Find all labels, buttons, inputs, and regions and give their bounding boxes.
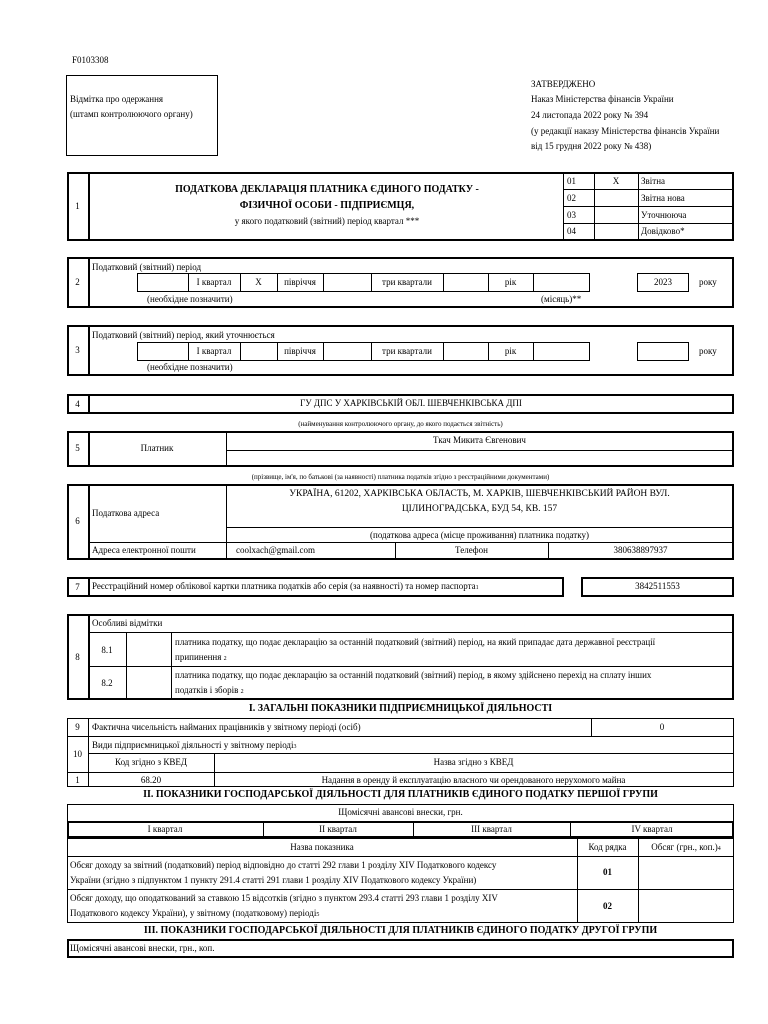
- mark-8-2-sup: 2: [240, 689, 244, 695]
- period-year-label: рік: [504, 277, 517, 287]
- row-01-text1: Обсяг доходу за звітний (податковий) період відповідно до статті 292 глави 1 розділу XIV Податкового кодексу: [70, 860, 497, 870]
- quarter-1: І квартал: [147, 824, 183, 834]
- correction-year-box[interactable]: [637, 342, 689, 361]
- approved-line1: Наказ Міністерства фінансів України: [531, 94, 674, 104]
- approved-line4: від 15 грудня 2022 року № 438): [531, 141, 652, 151]
- period-three-label: три квартали: [382, 277, 432, 287]
- row-9-label: Фактична чисельність найманих працівників у звітному періоді (осіб): [92, 722, 361, 732]
- declaration-subtitle: у якого податковий (звітний) період квартал ***: [234, 216, 420, 226]
- section-4-num: 4: [75, 399, 80, 409]
- address-line1: УКРАЇНА, 61202, ХАРКІВСЬКА ОБЛАСТЬ, М. ХАРКІВ, ШЕВЧЕНКІВСЬКИЙ РАЙОН ВУЛ.: [289, 489, 670, 499]
- mark-8-2-text2-text: податків і зборів: [175, 685, 239, 695]
- email-value: coolxach@gmail.com: [236, 545, 316, 555]
- correction-year-label: рік: [504, 346, 517, 356]
- row-01-text2: України (згідно з підпунктом 1 пункту 291.4 статті 291 глави 1 розділу XIV Податкового кодексу України): [70, 875, 477, 885]
- stamp-line2: (штамп контролюючого органу): [70, 109, 193, 119]
- passport-label: [92, 581, 479, 594]
- section-3-title: Податковий (звітний) період, який уточнюється: [92, 330, 275, 340]
- passport-label-text: Реєстраційний номер облікової картки платника податків або серія (за наявності) та номер паспорта: [92, 581, 476, 591]
- type-label-03: Уточнююча: [641, 210, 687, 220]
- payer-caption: (прізвище, ім'я, по батькові (за наявності) платника податків згідно з реєстраційними документами): [251, 473, 550, 481]
- kved-code-header: Код згідно з КВЕД: [115, 757, 187, 767]
- type-code-03: 03: [567, 210, 576, 220]
- correction-half-label: півріччя: [284, 346, 316, 356]
- type-mark-01[interactable]: X: [612, 176, 620, 186]
- period-half-label: півріччя: [284, 277, 316, 287]
- address-caption: (податкова адреса (місце проживання) платника податку): [370, 530, 589, 540]
- passport-value: 3842511553: [635, 581, 680, 591]
- part3-title: ІІІ. ПОКАЗНИКИ ГОСПОДАРСЬКОЇ ДІЯЛЬНОСТІ ДЛЯ ПЛАТНИКІВ ЄДИНОГО ПОДАТКУ ДРУГОЇ ГРУПИ: [143, 925, 658, 936]
- head-indicator-name: Назва показника: [290, 842, 354, 852]
- form-code: F0103308: [72, 55, 109, 65]
- quarter-2: ІІ квартал: [319, 824, 357, 834]
- address-line2: ЦІЛИНОГРАДСЬКА, БУД 54, КВ. 157: [401, 504, 558, 514]
- type-label-02: Звітна нова: [641, 193, 685, 203]
- head-volume-text: Обсяг (грн., коп.): [651, 842, 718, 852]
- authority-caption: (найменування контролюючого органу, до якого подається звітність): [298, 420, 503, 428]
- period-note: (необхідне позначити): [147, 294, 233, 304]
- approved-line2: 24 листопада 2022 року № 394: [531, 110, 649, 120]
- kved-row-num: 1: [75, 775, 80, 785]
- type-label-01: Звітна: [641, 176, 666, 186]
- row-10-label: [92, 740, 297, 753]
- row-01-code: 01: [603, 867, 612, 877]
- special-marks-title: Особливі відмітки: [92, 618, 163, 628]
- period-q1-mark[interactable]: X: [255, 277, 262, 287]
- correction-note: (необхідне позначити): [147, 362, 233, 372]
- mark-8-1-text1: платника податку, що подає декларацію за останній податковий (звітний) період, на який припадає дата державної реєстрації: [175, 637, 656, 647]
- part1-title: І. ЗАГАЛЬНІ ПОКАЗНИКИ ПІДПРИЄМНИЦЬКОЇ ДІЯЛЬНОСТІ: [248, 703, 553, 714]
- section-6-num: 6: [75, 516, 80, 526]
- section-5-num: 5: [75, 443, 80, 453]
- phone-value: 380638897937: [613, 545, 668, 555]
- kved-name: Надання в оренду й експлуатацію власного чи орендованого нерухомого майна: [321, 775, 626, 785]
- period-year-word: року: [699, 277, 717, 287]
- kved-code: 68.20: [140, 775, 162, 785]
- type-label-04: Довідково*: [641, 226, 685, 236]
- mark-8-2-num: 8.2: [101, 678, 113, 688]
- period-year-value: 2023: [654, 277, 672, 287]
- mark-8-1-sup: 2: [223, 656, 227, 662]
- mark-8-1-num: 8.1: [101, 645, 113, 655]
- head-volume-sup: 4: [717, 846, 721, 852]
- type-code-02: 02: [567, 193, 576, 203]
- quarter-3: ІІІ квартал: [471, 824, 512, 834]
- row-10-sup: 3: [293, 744, 297, 750]
- address-label: Податкова адреса: [92, 508, 160, 518]
- declaration-title-line2: ФІЗИЧНОЇ ОСОБИ - ПІДПРИЄМЦЯ,: [239, 200, 415, 211]
- row-9-value: 0: [659, 722, 665, 732]
- section-2-title: Податковий (звітний) період: [92, 262, 202, 272]
- payer-label: Платник: [140, 443, 174, 453]
- authority-name: ГУ ДПС У ХАРКІВСЬКІЙ ОБЛ. ШЕВЧЕНКІВСЬКА ДПІ: [300, 398, 522, 408]
- section-8-num: 8: [75, 652, 80, 662]
- kved-name-header: Назва згідно з КВЕД: [433, 757, 514, 767]
- mark-8-2-text1: платника податку, що подає декларацію за останній податковий (звітний) період, в якому здійснено перехід на сплату інших: [175, 670, 652, 680]
- row-02-text2-text: Податкового кодексу України), у звітному (податковому) періоді: [70, 908, 317, 918]
- part2-advance: Щомісячні авансові внески, грн.: [338, 807, 463, 817]
- approved-title: ЗАТВЕРДЖЕНО: [531, 79, 596, 89]
- head-row-code: Код рядка: [588, 842, 627, 852]
- approved-line3: (у редакції наказу Міністерства фінансів України: [531, 126, 720, 136]
- correction-year-word: року: [699, 346, 717, 356]
- phone-label: Телефон: [455, 545, 488, 555]
- part2-title: ІІ. ПОКАЗНИКИ ГОСПОДАРСЬКОЇ ДІЯЛЬНОСТІ ДЛЯ ПЛАТНИКІВ ЄДИНОГО ПОДАТКУ ПЕРШОЇ ГРУПИ: [143, 789, 658, 800]
- section-2-num: 2: [75, 277, 80, 287]
- period-q1-label: І квартал: [196, 277, 232, 287]
- row-10-num: 10: [73, 749, 82, 759]
- section-7-num: 7: [75, 582, 80, 592]
- row-02-code: 02: [603, 901, 612, 911]
- correction-three-label: три квартали: [382, 346, 432, 356]
- row-02-text1: Обсяг доходу, що оподаткований за ставкою 15 відсотків (згідно з пунктом 293.4 статті 293 глави 1 розділу XIV: [70, 893, 498, 903]
- section-1-num: 1: [75, 201, 80, 211]
- passport-label-sup: 1: [475, 585, 479, 591]
- section-3-num: 3: [75, 345, 80, 355]
- head-volume: [638, 842, 734, 855]
- row-02-text2: [70, 908, 319, 921]
- mark-8-1-text2-text: припинення: [175, 652, 222, 662]
- period-month: (місяць)**: [541, 294, 582, 304]
- row-9-num: 9: [75, 722, 80, 732]
- mark-8-2-text2: [175, 685, 244, 698]
- email-label: Адреса електронної пошти: [92, 545, 196, 555]
- quarter-4: ІV квартал: [631, 824, 673, 834]
- part3-advance: Щомісячні авансові внески, грн., коп.: [70, 943, 215, 953]
- row-02-sup: 5: [316, 912, 320, 918]
- payer-name: Ткач Микита Євгенович: [433, 435, 526, 445]
- row-10-label-text: Види підприємницької діяльності у звітному періоді: [92, 740, 294, 750]
- mark-8-1-text2: [175, 652, 227, 665]
- correction-q1-label: І квартал: [196, 346, 232, 356]
- stamp-line1: Відмітка про одержання: [70, 94, 164, 104]
- type-code-01: 01: [567, 176, 576, 186]
- type-code-04: 04: [567, 226, 576, 236]
- declaration-title-line1: ПОДАТКОВА ДЕКЛАРАЦІЯ ПЛАТНИКА ЄДИНОГО ПОДАТКУ -: [175, 184, 479, 195]
- section-8: [67, 614, 734, 700]
